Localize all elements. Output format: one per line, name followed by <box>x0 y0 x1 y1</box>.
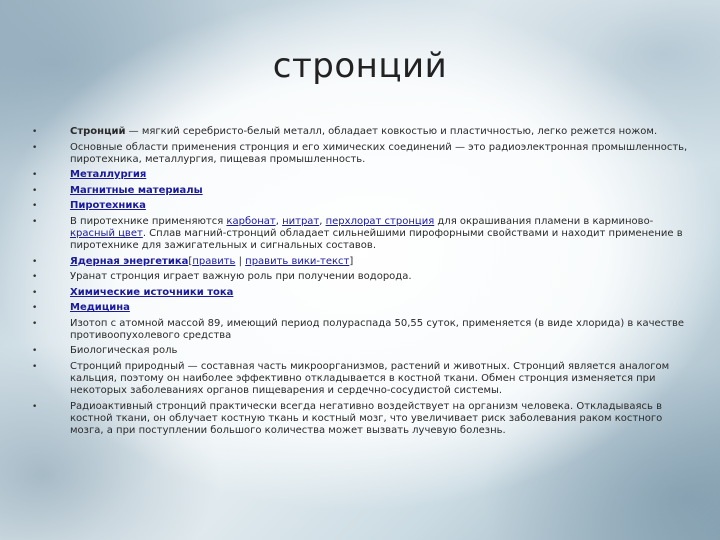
link-edit-wikitext[interactable]: править вики-текст <box>245 255 350 267</box>
edit-bracket: [ <box>188 255 193 267</box>
bullet-icon: • <box>32 361 38 372</box>
list-item <box>32 126 692 138</box>
bullet-icon: • <box>32 142 38 153</box>
list-item <box>32 287 692 299</box>
item-text: — мягкий серебристо-белый металл, обладает ковкостью и пластичностью, легко режется ножом. <box>125 126 658 137</box>
bullet-icon: • <box>32 272 38 283</box>
term-strontium: Стронций <box>70 126 126 137</box>
list-item <box>32 169 692 181</box>
link-metallurgy[interactable]: Металлургия <box>70 169 147 181</box>
bullet-icon: • <box>32 201 38 212</box>
link-red-color[interactable]: красный цвет <box>70 227 143 239</box>
link-pyrotechnics[interactable]: Пиротехника <box>70 200 146 212</box>
link-nuclear-energy[interactable]: Ядерная энергетика <box>70 255 189 267</box>
list-item <box>32 318 692 342</box>
list-item <box>32 200 692 212</box>
item-text: для окрашивания пламени в карминово- <box>434 215 654 227</box>
list-item <box>32 302 692 314</box>
bullet-icon: • <box>32 401 38 412</box>
edit-bracket: ] <box>349 255 354 267</box>
item-text: Уранат стронция играет важную роль при получении водорода. <box>70 271 412 283</box>
slide-title: стронций <box>272 46 448 86</box>
list-item <box>32 361 692 398</box>
item-text: В пиротехнике применяются <box>70 215 227 227</box>
list-item <box>32 271 692 283</box>
item-text: Биологическая роль <box>70 345 178 357</box>
bullet-icon: • <box>32 287 38 298</box>
link-edit[interactable]: править <box>192 255 236 267</box>
link-magnetic-materials[interactable]: Магнитные материалы <box>70 184 203 196</box>
link-nitrate[interactable]: нитрат <box>282 215 320 227</box>
list-item <box>32 345 692 357</box>
bullet-icon: • <box>32 256 38 267</box>
list-item <box>32 216 692 253</box>
link-carbonate[interactable]: карбонат <box>226 215 276 227</box>
link-medicine[interactable]: Медицина <box>70 302 130 314</box>
item-text: , <box>319 215 326 227</box>
item-text: Основные области применения стронция и его химических соединений — это радиоэлектронная промышленность, пиротехника, металлургия, пищевая промышленность. <box>70 141 688 165</box>
edit-separator: | <box>235 255 246 267</box>
bullet-icon: • <box>32 303 38 314</box>
bullet-list <box>32 126 692 441</box>
list-item <box>32 401 692 438</box>
bullet-icon: • <box>32 127 38 137</box>
item-text: Радиоактивный стронций практически всегда негативно воздействует на организм человека. Откладываясь в костной ткани, он облучает костную ткань и костный мозг, что увеличивает риск заболевания раком костного мозга, а при поступлении большого количества может вызвать лучевую болезнь. <box>70 400 663 437</box>
item-text: Стронций природный — составная часть микроорганизмов, растений и животных. Стронций является аналогом кальция, поэтому он наиболее эффективно откладывается в костной ткани. Обмен стронция изменяется при некоторых заболеваниях органов пищеварения и сердечно-сосудистой системы. <box>70 360 670 397</box>
bullet-icon: • <box>32 346 38 357</box>
list-item <box>32 185 692 197</box>
list-item <box>32 256 692 268</box>
link-strontium-perchlorate[interactable]: перхлорат стронция <box>325 215 435 227</box>
bullet-icon: • <box>32 318 38 329</box>
bullet-icon: • <box>32 170 38 181</box>
link-chemical-power-sources[interactable]: Химические источники тока <box>70 286 234 298</box>
item-text: , <box>275 215 283 227</box>
item-text: Изотоп с атомной массой 89, имеющий период полураспада 50,55 суток, применяется (в виде хлорида) в качестве противоопухолевого средства <box>70 317 685 341</box>
bullet-icon: • <box>32 216 38 227</box>
bullet-icon: • <box>32 185 38 196</box>
list-item <box>32 142 692 166</box>
item-text: . Сплав магний-стронций обладает сильнейшими пирофорными свойствами и находит применение в пиротехнике для зажигательных и сигнальных составов. <box>70 227 683 252</box>
